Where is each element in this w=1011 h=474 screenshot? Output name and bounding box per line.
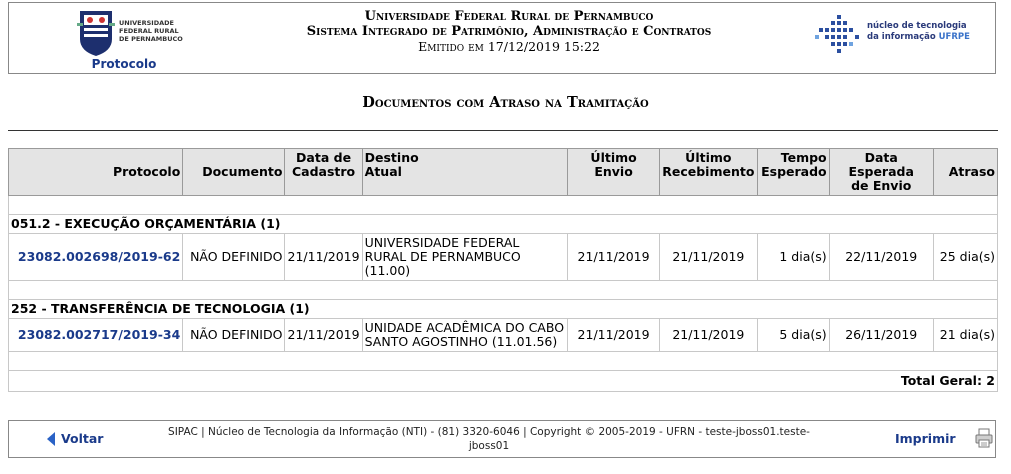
cell-destino: UNIDADE ACADÊMICA DO CABO SANTO AGOSTINHO (11.01.56) bbox=[362, 319, 567, 352]
col-protocolo: Protocolo bbox=[9, 149, 183, 196]
cell-documento: NÃO DEFINIDO bbox=[183, 234, 285, 281]
footer-info: SIPAC | Núcleo de Tecnologia da Informação (NTI) - (81) 3320-6046 | Copyright © 2005-2019 - UFRN - teste-jboss01.teste-jboss01 bbox=[168, 426, 810, 452]
nti-dots-icon bbox=[815, 15, 863, 55]
chevron-left-icon bbox=[47, 432, 55, 446]
nti-logo bbox=[815, 15, 975, 55]
system-name: Sistema Integrado de Patrimônio, Administração e Contratos bbox=[306, 24, 712, 39]
cell-data-esperada: 22/11/2019 bbox=[829, 234, 933, 281]
protocol-link[interactable]: 23082.002698/2019-62 bbox=[17, 249, 181, 264]
col-atraso: Atraso bbox=[933, 149, 997, 196]
institution-name: Universidade Federal Rural de Pernambuco bbox=[364, 9, 654, 24]
group-title: 252 - TRANSFERÊNCIA DE TECNOLOGIA (1) bbox=[9, 300, 998, 319]
group-row bbox=[9, 215, 998, 234]
module-name: Protocolo bbox=[91, 57, 157, 71]
cell-ultimo-recebimento: 21/11/2019 bbox=[660, 319, 757, 352]
col-data-cadastro: Data de Cadastro bbox=[285, 149, 362, 196]
col-ultimo-recebimento: Último Recebimento bbox=[660, 149, 757, 196]
cell-ultimo-recebimento: 21/11/2019 bbox=[660, 234, 757, 281]
ufrpe-wordmark: UNIVERSIDADE FEDERAL RURAL DE PERNAMBUCO bbox=[119, 19, 183, 43]
printer-icon[interactable] bbox=[975, 428, 993, 448]
total-count: Total Geral: 2 bbox=[9, 371, 998, 392]
group-row bbox=[9, 300, 998, 319]
col-destino: Destino Atual bbox=[362, 149, 567, 196]
nti-wordmark: núcleo de tecnologia da informação UFRPE bbox=[867, 21, 970, 42]
report-header bbox=[8, 2, 996, 74]
col-documento: Documento bbox=[183, 149, 285, 196]
ufrpe-shield-icon bbox=[77, 9, 115, 57]
issued-at: Emitido em 17/12/2019 15:22 bbox=[418, 39, 600, 54]
col-ultimo-envio: Último Envio bbox=[568, 149, 660, 196]
divider bbox=[8, 130, 998, 131]
total-row bbox=[9, 371, 998, 392]
col-data-esperada: Data Esperada de Envio bbox=[829, 149, 933, 196]
cell-atraso: 25 dia(s) bbox=[933, 234, 997, 281]
table-header-row bbox=[9, 149, 998, 196]
cell-tempo-esperado: 1 dia(s) bbox=[757, 234, 829, 281]
group-title: 051.2 - EXECUÇÃO ORÇAMENTÁRIA (1) bbox=[9, 215, 998, 234]
cell-tempo-esperado: 5 dia(s) bbox=[757, 319, 829, 352]
cell-data-cadastro: 21/11/2019 bbox=[285, 319, 362, 352]
print-button[interactable]: Imprimir bbox=[895, 431, 956, 446]
ufrpe-logo bbox=[69, 7, 189, 69]
cell-ultimo-envio: 21/11/2019 bbox=[568, 234, 660, 281]
back-button[interactable] bbox=[47, 431, 103, 446]
cell-atraso: 21 dia(s) bbox=[933, 319, 997, 352]
cell-ultimo-envio: 21/11/2019 bbox=[568, 319, 660, 352]
col-tempo-esperado: Tempo Esperado bbox=[757, 149, 829, 196]
cell-documento: NÃO DEFINIDO bbox=[183, 319, 285, 352]
cell-data-cadastro: 21/11/2019 bbox=[285, 234, 362, 281]
report-title: Documentos com Atraso na Tramitação bbox=[362, 94, 649, 111]
page-footer bbox=[8, 420, 996, 458]
cell-destino: UNIVERSIDADE FEDERAL RURAL DE PERNAMBUCO (11.00) bbox=[362, 234, 567, 281]
back-label: Voltar bbox=[61, 431, 104, 446]
table-row bbox=[9, 319, 998, 352]
cell-data-esperada: 26/11/2019 bbox=[829, 319, 933, 352]
institution-block bbox=[229, 9, 789, 54]
delayed-documents-table bbox=[8, 148, 998, 392]
table-row bbox=[9, 234, 998, 281]
protocol-link[interactable]: 23082.002717/2019-34 bbox=[17, 327, 181, 342]
